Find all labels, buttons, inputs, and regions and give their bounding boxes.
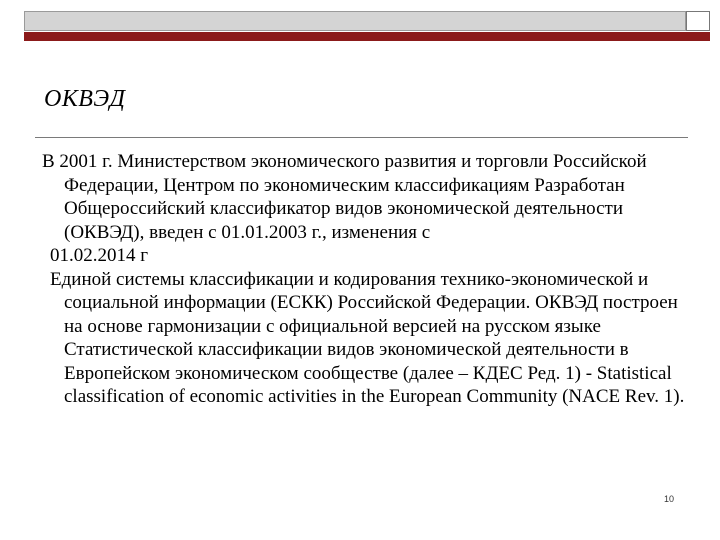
slide-title: ОКВЭД	[44, 86, 126, 112]
page-number: 10	[664, 494, 675, 504]
title-divider	[35, 137, 688, 138]
body-paragraph-3: Единой системы классификации и кодирования технико-экономической и социальной информации (ЕСКК) Российской Федерации. ОКВЭД построен на основе гармонизации с официальной версией на русском языке Статистической классификации видов экономической деятельности в Европейском экономическом сообществе (далее – КДЕС Ред. 1) - Statistical classification of economic activities in the European Community (NACE Rev. 1).	[50, 268, 685, 407]
top-gray-bar	[24, 11, 686, 31]
top-decor-band	[24, 11, 710, 41]
top-red-stripe	[24, 32, 710, 41]
slide-body	[42, 150, 692, 409]
corner-square-decor	[686, 11, 710, 31]
body-paragraph-1: В 2001 г. Министерством экономического развития и торговли Российской Федерации, Центром по экономическим классификациям Разработан Общероссийский классификатор видов экономической деятельности (ОКВЭД), введен с 01.01.2003 г., изменения с	[42, 151, 647, 243]
body-paragraph-2: 01.02.2014 г	[50, 245, 149, 266]
